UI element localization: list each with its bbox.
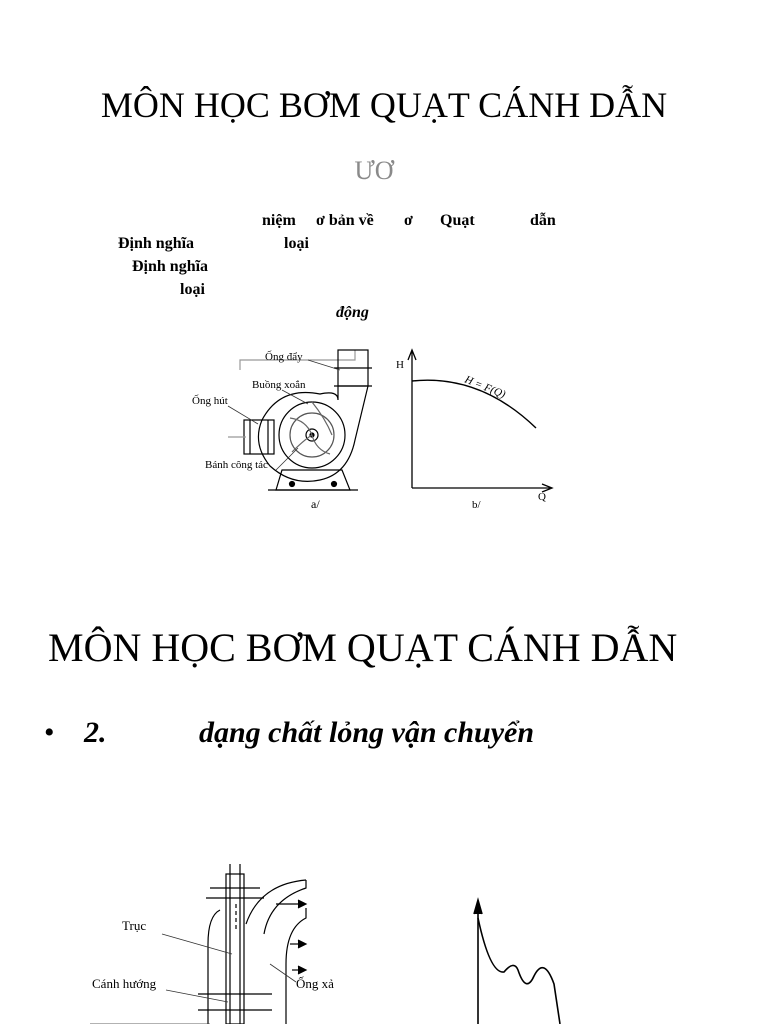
heading-fragment-dan: dẫn [530, 212, 556, 229]
classification-label-1: loại [284, 235, 309, 252]
heading-fragment-co-ban-ve: ơ bản về [316, 212, 374, 229]
axis-label-q: Q [538, 491, 546, 503]
label-canh-huong: Cánh hướng [92, 976, 157, 991]
slide1-subtitle: ƯƠ [354, 156, 394, 185]
axial-curve-line [478, 918, 560, 1024]
pump-diagram-1 [180, 340, 570, 520]
label-buong-xoan: Buồng xoắn [252, 379, 306, 391]
hq-curve-chart [408, 350, 552, 492]
section-label-dong: động [336, 304, 369, 321]
heading-fragment-niem: niệm [262, 212, 296, 229]
label-truc: Trục [122, 918, 147, 933]
label-banh-cong-tac: Bánh công tác [205, 459, 268, 471]
label-ong-xa: Ống xả [296, 976, 334, 991]
curve-label-hfq: H = F(Q) [462, 373, 508, 401]
classification-label-2: loại [180, 281, 205, 298]
bullet-text: dạng chất lỏng vận chuyển [199, 716, 535, 749]
pump-diagram-2 [80, 864, 640, 1024]
axial-pump-drawing [90, 864, 306, 1024]
slide2-title: MÔN HỌC BƠM QUẠT CÁNH DẪN [48, 625, 678, 670]
slide1-title: MÔN HỌC BƠM QUẠT CÁNH DẪN [100, 85, 668, 125]
definition-label-2: Định nghĩa [132, 258, 209, 275]
caption-a: a/ [311, 497, 320, 511]
label-ong-hut: Ống hút [192, 395, 228, 407]
bullet-dot: • [44, 716, 55, 749]
axial-curve-chart [474, 900, 560, 1024]
caption-b: b/ [472, 499, 481, 511]
definition-label-1: Định nghĩa [118, 235, 195, 252]
label-ong-day: Ống đẩy [265, 351, 303, 363]
heading-fragment-quat: Quạt [440, 212, 475, 229]
heading-fragment-o: ơ [404, 212, 413, 229]
axis-label-h: H [396, 359, 404, 371]
bullet-number: 2. [84, 716, 107, 749]
